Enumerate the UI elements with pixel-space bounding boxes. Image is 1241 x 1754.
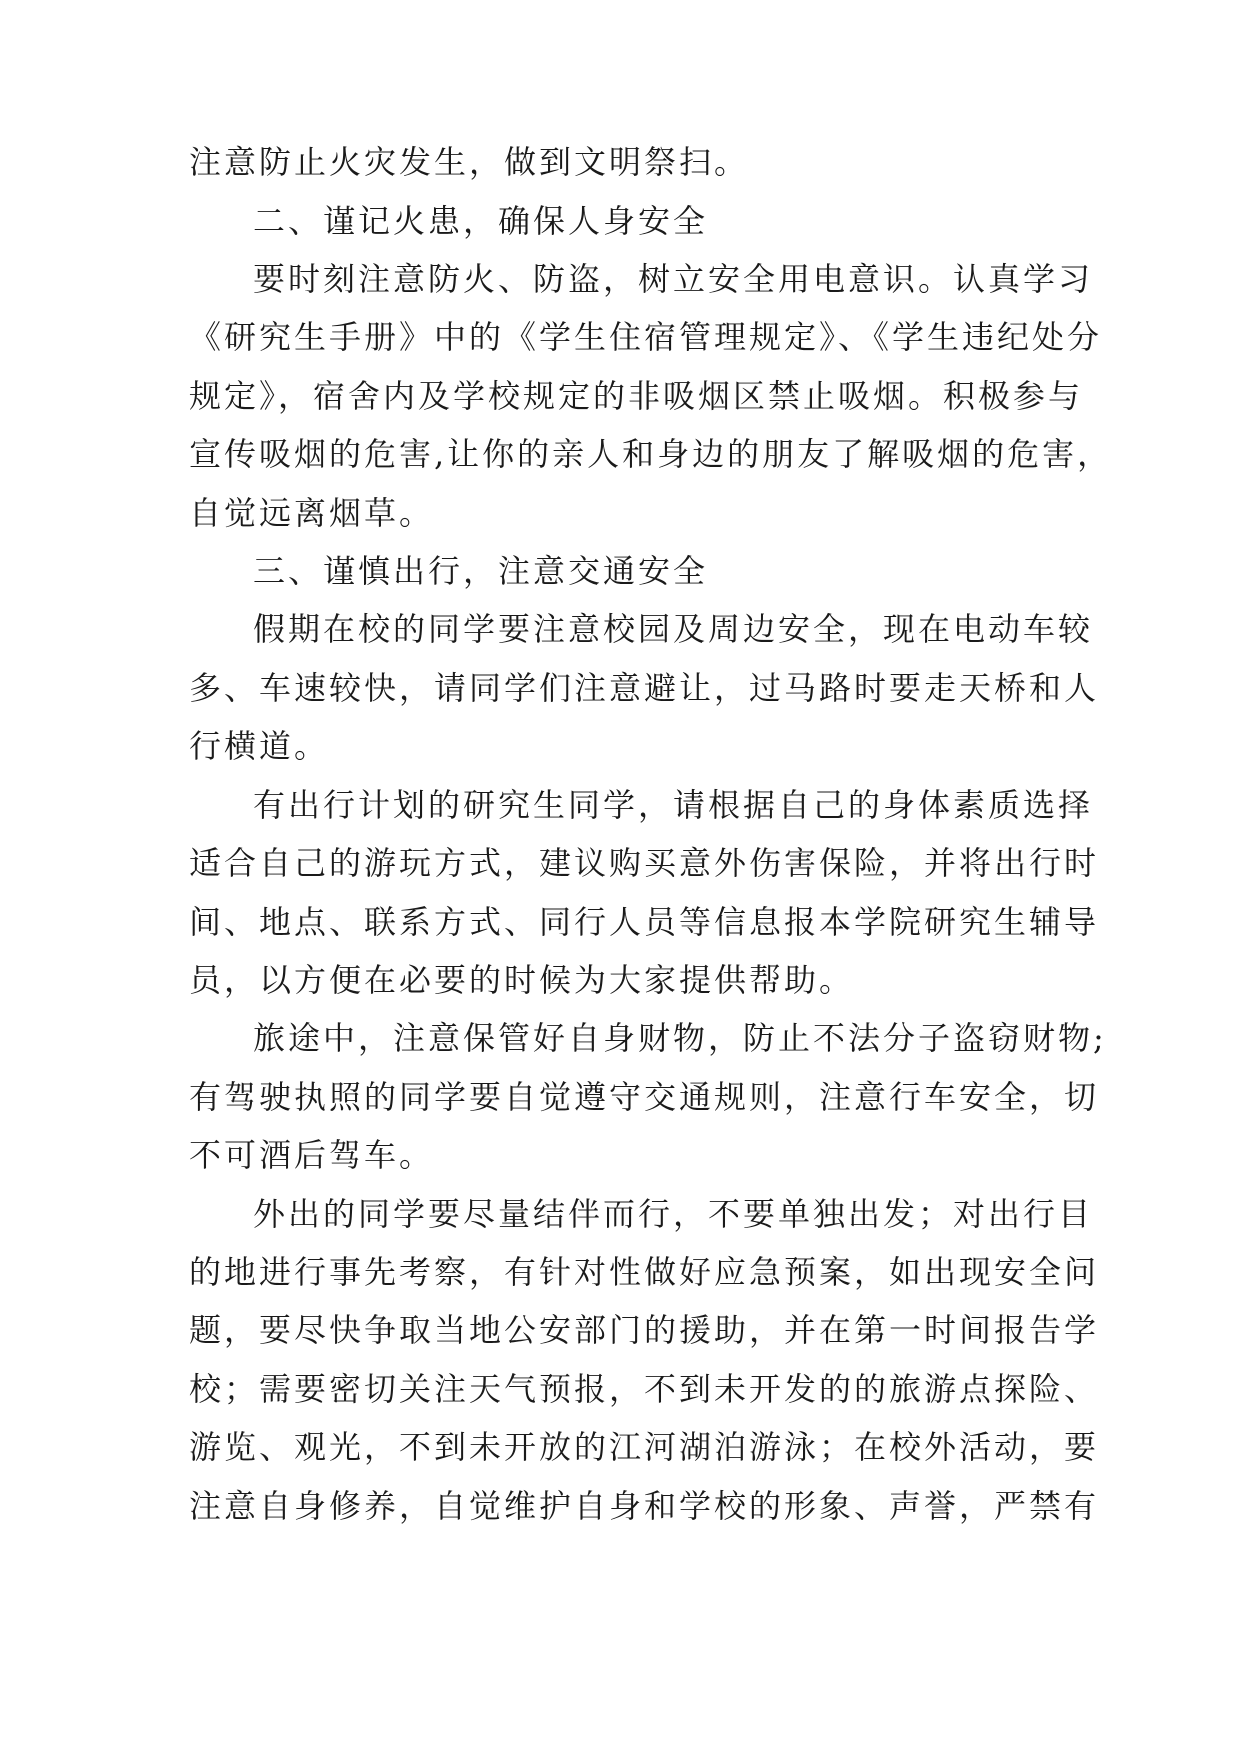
- text-line: 旅途中，注意保管好自身财物，防止不法分子盗窃财物;: [253, 1019, 1107, 1057]
- section-heading: 三、谨慎出行，注意交通安全: [253, 552, 709, 590]
- text-line: 有出行计划的研究生同学，请根据自己的身体素质选择: [253, 786, 1094, 824]
- text-line: 规定》，宿舍内及学校规定的非吸烟区禁止吸烟。积极参与: [189, 377, 1084, 415]
- text-line: 有驾驶执照的同学要自觉遵守交通规则，注意行车安全，切: [189, 1078, 1100, 1116]
- text-line: 间、地点、联系方式、同行人员等信息报本学院研究生辅导: [189, 903, 1100, 941]
- text-line: 注意防止火灾发生，做到文明祭扫。: [189, 143, 750, 181]
- text-line: 自觉远离烟草。: [189, 494, 435, 532]
- text-line: 不可酒后驾车。: [189, 1136, 435, 1174]
- text-line: 适合自己的游玩方式，建议购买意外伤害保险，并将出行时: [189, 844, 1100, 882]
- text-line: 假期在校的同学要注意校园及周边安全，现在电动车较: [253, 610, 1094, 648]
- text-line: 宣传吸烟的危害,让你的亲人和身边的朋友了解吸烟的危害，: [189, 435, 1113, 473]
- text-line: 要时刻注意防火、防盗，树立安全用电意识。认真学习: [253, 260, 1094, 298]
- text-line: 校；需要密切关注天气预报，不到未开发的的旅游点探险、: [189, 1370, 1100, 1408]
- text-line: 题，要尽快争取当地公安部门的援助，并在第一时间报告学: [189, 1311, 1100, 1349]
- text-line: 注意自身修养，自觉维护自身和学校的形象、声誉，严禁有: [189, 1487, 1100, 1525]
- text-line: 多、车速较快，请同学们注意避让，过马路时要走天桥和人: [189, 669, 1100, 707]
- text-line: 外出的同学要尽量结伴而行，不要单独出发；对出行目: [253, 1195, 1094, 1233]
- text-line: 《研究生手册》中的《学生住宿管理规定》、《学生违纪处分: [189, 318, 1103, 356]
- text-line: 行横道。: [189, 727, 330, 765]
- text-line: 游览、观光，不到未开放的江河湖泊游泳；在校外活动，要: [189, 1428, 1100, 1466]
- text-line: 员，以方便在必要的时候为大家提供帮助。: [189, 961, 855, 999]
- text-line: 的地进行事先考察，有针对性做好应急预案，如出现安全问: [189, 1253, 1100, 1291]
- section-heading: 二、谨记火患，确保人身安全: [253, 202, 709, 240]
